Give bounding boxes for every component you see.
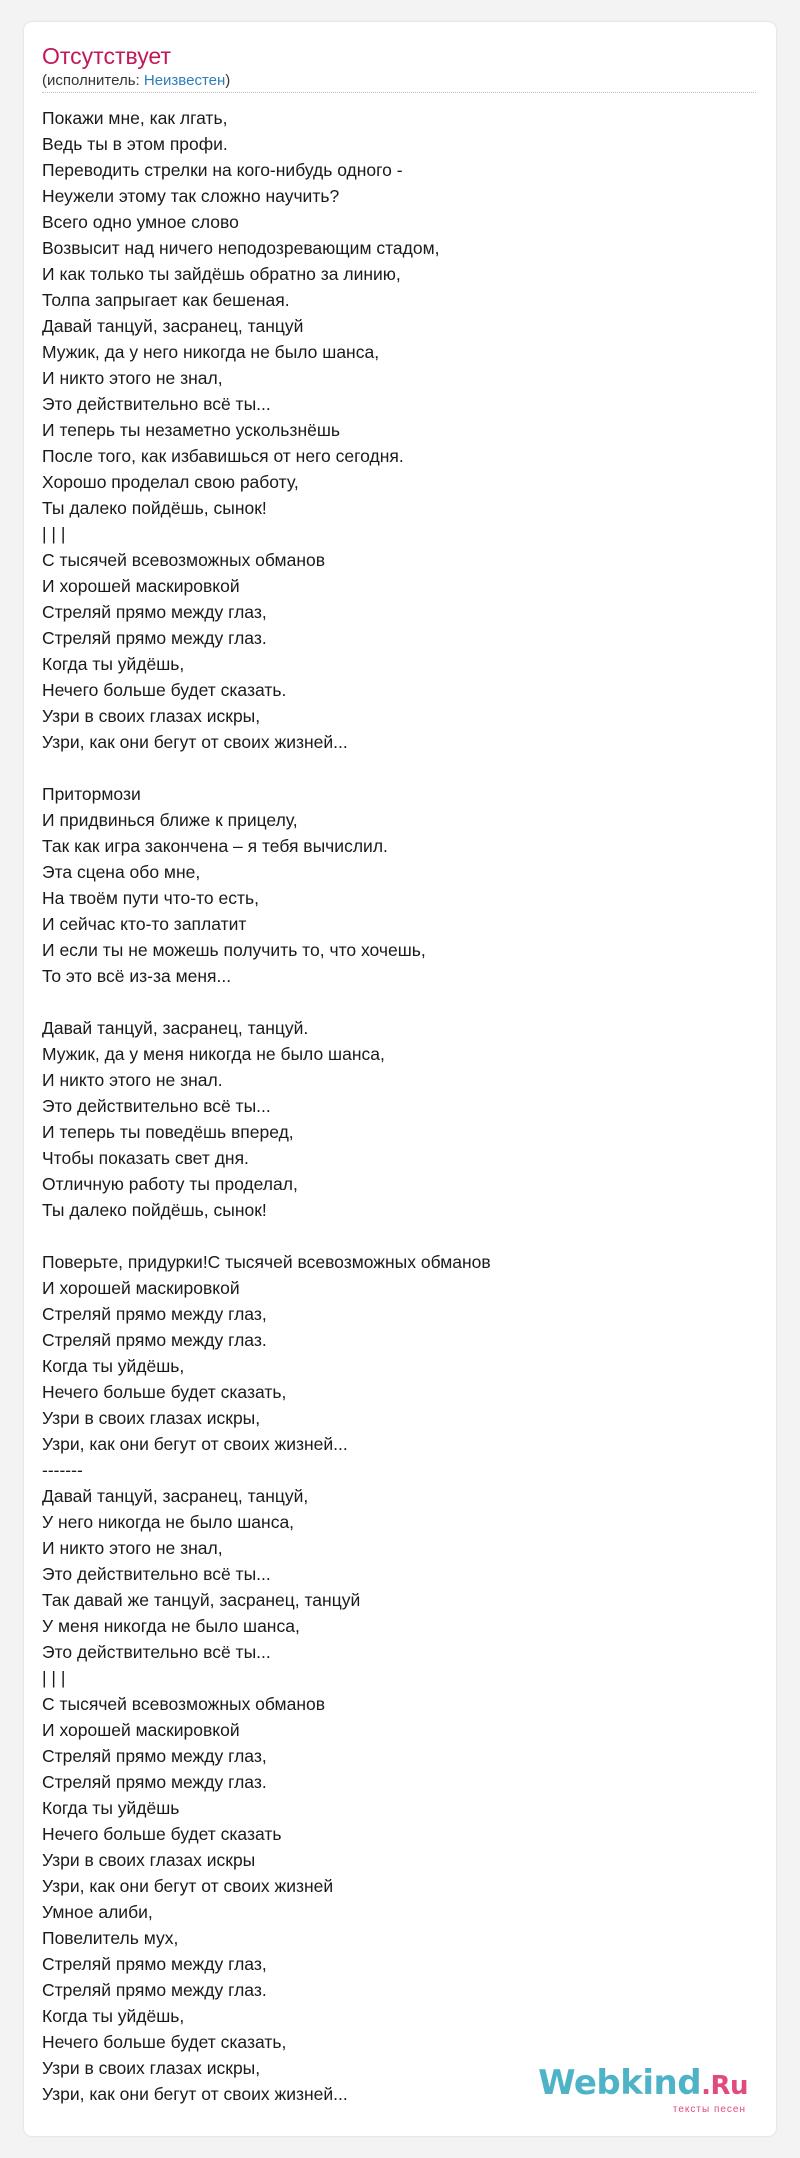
lyric-line: Стреляй прямо между глаз, (42, 602, 267, 622)
lyric-line: Мужик, да у меня никогда не было шанса, (42, 1044, 385, 1064)
lyric-line: Нечего больше будет сказать. (42, 680, 287, 700)
lyric-line: Отличную работу ты проделал, (42, 1174, 298, 1194)
lyric-line: Ты далеко пойдёшь, сынок! (42, 1200, 267, 1220)
lyric-line: Узри, как они бегут от своих жизней... (42, 732, 348, 752)
lyric-blank-line (42, 1223, 756, 1249)
lyric-line: Когда ты уйдёшь (42, 1798, 180, 1818)
lyric-line: То это всё из-за меня... (42, 966, 232, 986)
lyric-line: И хорошей маскировкой (42, 576, 240, 596)
lyric-line: Эта сцена обо мне, (42, 862, 201, 882)
lyric-line: Давай танцуй, засранец, танцуй (42, 316, 304, 336)
lyric-line: И как только ты зайдёшь обратно за линию, (42, 264, 401, 284)
lyric-line: Узри, как они бегут от своих жизней... (42, 2084, 348, 2104)
lyric-line: Это действительно всё ты... (42, 394, 271, 414)
lyric-line: Узри, как они бегут от своих жизней (42, 1876, 334, 1896)
lyric-line: Когда ты уйдёшь, (42, 654, 185, 674)
lyric-line: | | | (42, 1668, 66, 1688)
lyric-line: И сейчас кто-то заплатит (42, 914, 247, 934)
lyric-line: И теперь ты поведёшь вперед, (42, 1122, 294, 1142)
lyric-line: Нечего больше будет сказать (42, 1824, 282, 1844)
lyric-line: Стреляй прямо между глаз, (42, 1746, 267, 1766)
logo-tagline: тексты песен (672, 2104, 746, 2115)
lyric-line: Стреляй прямо между глаз, (42, 1304, 267, 1324)
lyric-line: Поверьте, придурки!С тысячей всевозможных обманов (42, 1252, 491, 1272)
lyric-line: У меня никогда не было шанса, (42, 1616, 300, 1636)
artist-line (42, 72, 230, 90)
lyric-line: Притормози (42, 784, 141, 804)
lyric-line: Стреляй прямо между глаз. (42, 628, 267, 648)
logo-wordmark (538, 2065, 748, 2104)
lyric-line: Так как игра закончена – я тебя вычислил. (42, 836, 388, 856)
artist-suffix: ) (225, 72, 231, 89)
artist-prefix: (исполнитель: (42, 72, 144, 89)
site-logo[interactable] (538, 2065, 748, 2116)
lyric-line: Это действительно всё ты... (42, 1564, 271, 1584)
artist-link[interactable]: Неизвестен (143, 72, 226, 89)
lyric-line: Давай танцуй, засранец, танцуй, (42, 1486, 309, 1506)
lyric-line: Хорошо проделал свою работу, (42, 472, 299, 492)
lyric-line: Переводить стрелки на кого-нибудь одного - (42, 160, 403, 180)
lyric-line: Узри в своих глазах искры (42, 1850, 256, 1870)
header-divider (42, 92, 756, 93)
lyric-line: Это действительно всё ты... (42, 1642, 271, 1662)
lyric-line: Покажи мне, как лгать, (42, 108, 228, 128)
lyric-blank-line (42, 989, 756, 1015)
lyric-line: С тысячей всевозможных обманов (42, 550, 326, 570)
lyric-line: Когда ты уйдёшь, (42, 2006, 185, 2026)
lyric-line: Стреляй прямо между глаз. (42, 1772, 267, 1792)
logo-main-text: Webkind (538, 2063, 702, 2103)
lyric-line: Стреляй прямо между глаз, (42, 1954, 267, 1974)
lyric-line: Неужели этому так сложно научить? (42, 186, 340, 206)
lyric-line: Когда ты уйдёшь, (42, 1356, 185, 1376)
lyric-line: И хорошей маскировкой (42, 1720, 240, 1740)
lyric-line: И придвинься ближе к прицелу, (42, 810, 298, 830)
logo-suffix-text: .Ru (701, 2071, 748, 2101)
lyric-line: И если ты не можешь получить то, что хочешь, (42, 940, 426, 960)
lyric-line: Повелитель мух, (42, 1928, 179, 1948)
lyric-line: Стреляй прямо между глаз. (42, 1330, 267, 1350)
lyric-line: | | | (42, 524, 66, 544)
song-title: Отсутствует (42, 43, 171, 69)
lyric-line: Умное алиби, (42, 1902, 153, 1922)
lyric-line: Узри в своих глазах искры, (42, 2058, 261, 2078)
lyric-line: На твоём пути что-то есть, (42, 888, 259, 908)
lyric-line: Узри в своих глазах искры, (42, 1408, 261, 1428)
lyric-line: Толпа запрыгает как бешеная. (42, 290, 290, 310)
lyric-line: У него никогда не было шанса, (42, 1512, 295, 1532)
lyric-line: И теперь ты незаметно ускользнёшь (42, 420, 341, 440)
lyric-line: Узри в своих глазах искры, (42, 706, 261, 726)
lyric-line: С тысячей всевозможных обманов (42, 1694, 326, 1714)
lyric-line: Это действительно всё ты... (42, 1096, 271, 1116)
lyric-line: И никто этого не знал. (42, 1070, 223, 1090)
lyric-line: И никто этого не знал, (42, 1538, 223, 1558)
lyric-line: Всего одно умное слово (42, 212, 239, 232)
lyric-line: После того, как избавишься от него сегодня. (42, 446, 404, 466)
lyric-line: Возвысит над ничего неподозревающим стадом, (42, 238, 440, 258)
lyric-line: Нечего больше будет сказать, (42, 2032, 287, 2052)
lyric-line: Мужик, да у него никогда не было шанса, (42, 342, 380, 362)
lyric-line: Давай танцуй, засранец, танцуй. (42, 1018, 309, 1038)
lyric-line: Ведь ты в этом профи. (42, 134, 228, 154)
lyric-line: И никто этого не знал, (42, 368, 223, 388)
lyric-line: Ты далеко пойдёшь, сынок! (42, 498, 267, 518)
lyric-line: Узри, как они бегут от своих жизней... (42, 1434, 348, 1454)
lyric-line: Нечего больше будет сказать, (42, 1382, 287, 1402)
lyrics-card (24, 22, 776, 2136)
lyric-line: И хорошей маскировкой (42, 1278, 240, 1298)
lyrics-text (42, 105, 756, 2107)
lyric-line: Стреляй прямо между глаз. (42, 1980, 267, 2000)
lyric-blank-line (42, 755, 756, 781)
lyric-line: Чтобы показать свет дня. (42, 1148, 249, 1168)
lyric-line: Так давай же танцуй, засранец, танцуй (42, 1590, 361, 1610)
lyric-line: ------- (42, 1460, 83, 1480)
